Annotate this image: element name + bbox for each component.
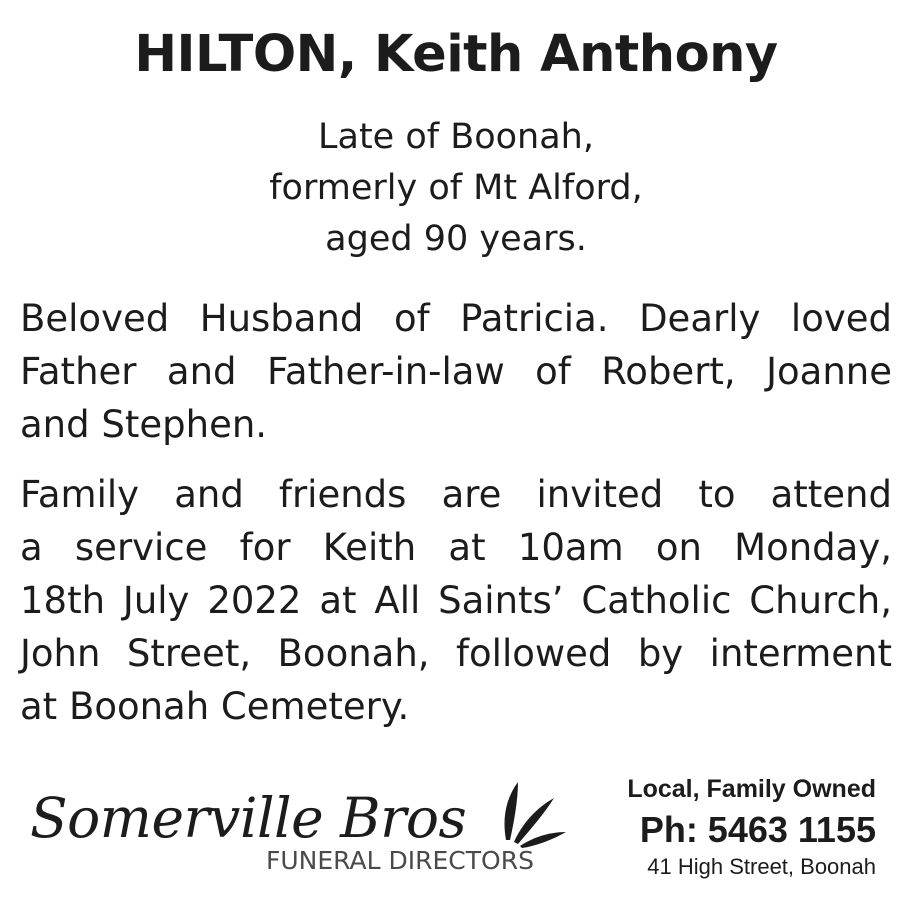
contact-block: [627, 774, 876, 882]
paragraph-line: a service for Keith at 10am on Monday,: [20, 526, 892, 569]
paragraph-line: Family and friends are invited to attend: [20, 473, 892, 516]
paragraph-line: Beloved Husband of Patricia. Dearly loved: [20, 297, 892, 340]
service-paragraph: [20, 468, 892, 733]
tagline: Local, Family Owned: [627, 775, 876, 803]
deceased-name: HILTON, Keith Anthony: [134, 25, 778, 84]
paragraph-line: 18th July 2022 at All Saints’ Catholic Church,: [20, 579, 892, 622]
street-address: 41 High Street, Boonah: [647, 854, 876, 879]
paragraph-line: John Street, Boonah, followed by interment: [20, 632, 892, 675]
paragraph-line: Father and Father-in-law of Robert, Joanne: [20, 350, 892, 393]
funeral-home-logo: [30, 776, 570, 886]
paragraph-line: at Boonah Cemetery.: [20, 685, 410, 728]
leaves-icon: [488, 778, 568, 848]
footer: [0, 770, 912, 920]
origin-line: Late of Boonah,: [318, 117, 594, 157]
logo-subtitle: FUNERAL DIRECTORS: [266, 846, 534, 875]
paragraph-line: and Stephen.: [20, 403, 268, 446]
origin-line: aged 90 years.: [325, 219, 587, 259]
origin-line: formerly of Mt Alford,: [269, 168, 643, 208]
phone-number: Ph: 5463 1155: [639, 809, 876, 850]
family-paragraph: [20, 292, 892, 451]
logo-script-text: Somerville Bros: [30, 786, 467, 850]
origin-block: [0, 112, 912, 265]
